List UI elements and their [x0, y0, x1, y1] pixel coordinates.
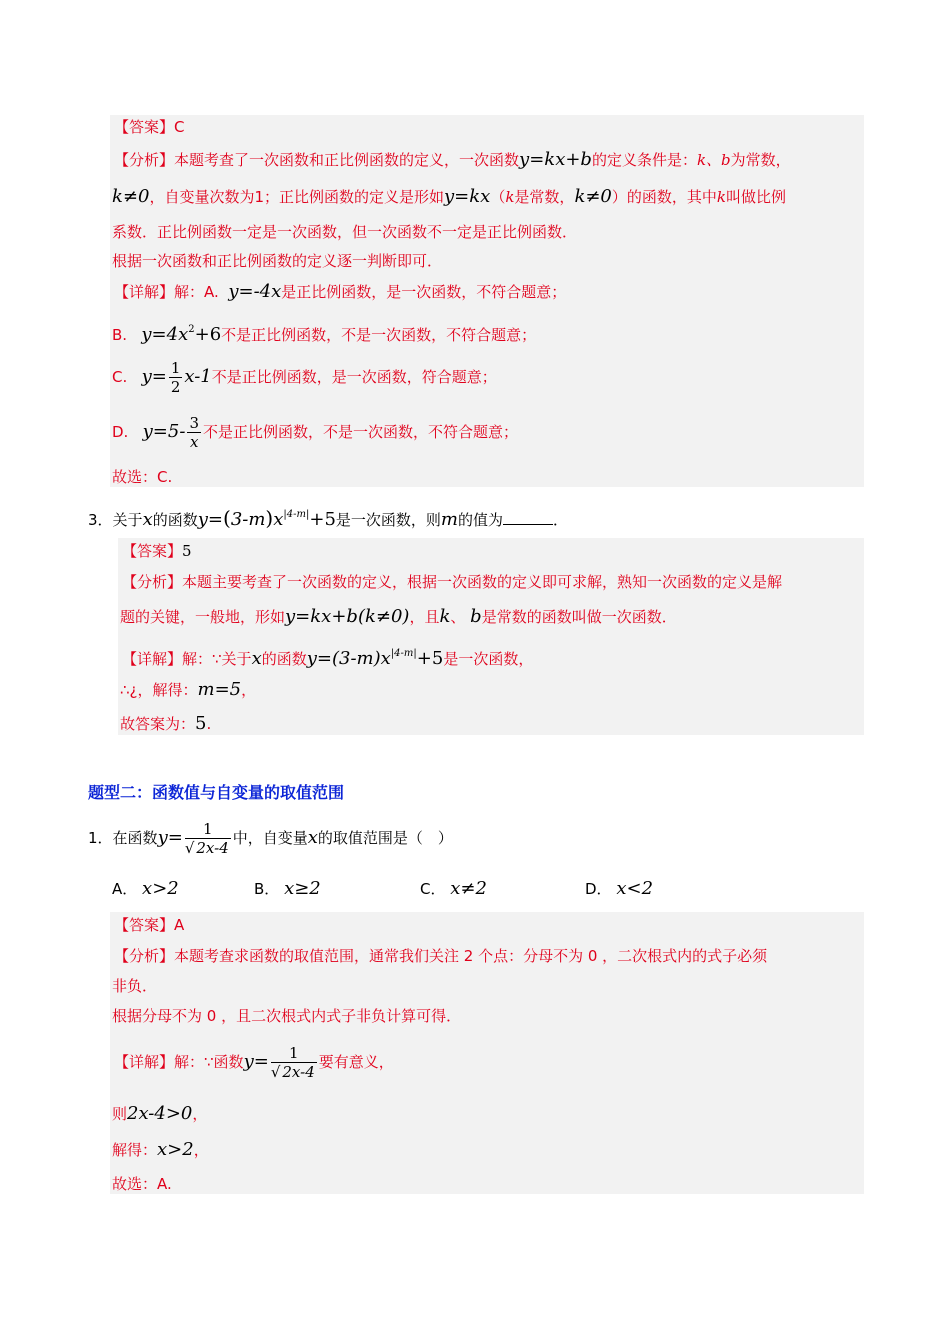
option-label: D. [112, 423, 129, 441]
detail-tag: 【详解】 [114, 283, 175, 301]
option-d[interactable] [585, 878, 653, 899]
detail-text: 解：∵函数 [174, 1053, 244, 1071]
detail-text: ， [241, 681, 257, 699]
question-text: 的取值范围是（ ） [317, 829, 453, 847]
detail-tag: 【详解】 [122, 650, 183, 668]
fraction [271, 1044, 317, 1081]
answer-line [114, 117, 185, 137]
fraction-denominator: x [189, 433, 199, 451]
option-label: B． [254, 880, 280, 898]
analysis-tag: 【分析】 [114, 947, 175, 965]
formula: y= [243, 1051, 269, 1072]
paren: ( [223, 506, 231, 530]
conclusion: 故选：C. [112, 468, 173, 486]
answer-line [122, 541, 192, 561]
option-label: D． [585, 880, 612, 898]
answer-tag: 【答案】 [114, 916, 175, 934]
question-text: 的函数 [152, 511, 198, 529]
detail-text: 的函数 [261, 650, 307, 668]
option-a[interactable] [112, 878, 179, 899]
answer-value: 5 [182, 542, 192, 560]
section-heading: 题型二：函数值与自变量的取值范围 [88, 783, 345, 802]
analysis-line-3: 根据分母不为 0 ，且二次根式内式子非负计算可得． [112, 1007, 462, 1025]
formula: y= [197, 509, 223, 530]
analysis-text: 、 [450, 608, 466, 626]
option-formula: x<2 [616, 878, 654, 899]
analysis-text: 是常数， [514, 188, 575, 206]
option-formula: x>2 [142, 878, 179, 899]
formula: 3-m [230, 509, 266, 530]
analysis-line-2 [120, 604, 677, 630]
formula: +5 [309, 509, 336, 530]
detail-text: ∴¿，解得： [120, 681, 198, 699]
formula: x-1 [184, 366, 212, 387]
formula: +5 [416, 648, 444, 669]
fraction-numerator: 1 [170, 359, 181, 377]
formula: k [716, 188, 726, 206]
formula: k≠0 [112, 186, 150, 207]
radicand: 2x-4 [282, 1063, 315, 1081]
radical-sign: √ [184, 839, 195, 857]
question-text: 是一次函数，则 [335, 511, 441, 529]
formula: 2x-4>0 [127, 1103, 193, 1124]
option-label: C. [112, 368, 128, 386]
question-text: 在函数 [112, 829, 158, 847]
option-formula: x≥2 [284, 878, 321, 899]
option-c[interactable] [420, 878, 487, 899]
radical-sign: √ [270, 1063, 281, 1081]
detail-line-c [112, 357, 497, 397]
option-formula: x≠2 [450, 878, 487, 899]
solution-block-3 [110, 912, 864, 1194]
analysis-text: （ [490, 188, 506, 206]
formula: b [470, 606, 482, 627]
question-3 [88, 503, 568, 532]
analysis-line-3: 系数．正比例函数一定是一次函数，但一次函数不一定是正比例函数． [112, 223, 578, 241]
detail-text: 要有意义， [318, 1053, 394, 1071]
formula: x [307, 827, 318, 848]
detail-line-d [112, 412, 518, 452]
analysis-text: ，且 [409, 608, 440, 626]
paren: ) [265, 506, 274, 530]
analysis-text: 的定义条件是： [591, 151, 697, 169]
answer-value: C [174, 118, 185, 136]
formula: k、b [696, 151, 731, 169]
formula: m=5 [197, 679, 242, 700]
answer-line [114, 915, 184, 935]
formula: x>2 [157, 1139, 194, 1160]
analysis-tag: 【分析】 [122, 573, 183, 591]
detail-text: 不是正比例函数，不是一次函数，不符合题意； [202, 423, 518, 441]
fraction-numerator: 1 [271, 1044, 317, 1063]
option-label: C． [420, 880, 446, 898]
detail-text: 是一次函数， [443, 650, 534, 668]
formula: 5 [195, 713, 207, 734]
formula: y=kx [444, 186, 491, 207]
detail-line-b [112, 320, 536, 345]
solution-block-2 [118, 538, 864, 735]
conclusion: 故选：A. [112, 1175, 172, 1193]
detail-text: 故答案为： [120, 715, 196, 733]
formula: k [439, 606, 451, 627]
formula: y= [157, 827, 183, 848]
formula: y= [141, 366, 167, 387]
option-label: B. [112, 326, 128, 344]
option-b[interactable] [254, 878, 321, 899]
analysis-text: 本题考查求函数的取值范围，通常我们关注 2 个点：分母不为 0 ，二次根式内的式子必须 [174, 947, 768, 965]
fraction-numerator: 3 [189, 414, 199, 432]
detail-text: 则 [112, 1105, 128, 1123]
detail-text: 是正比例函数，是一次函数，不符合题意； [281, 283, 567, 301]
detail-line-3 [112, 1140, 209, 1160]
question-text: ． [553, 511, 569, 529]
formula: x [251, 648, 262, 669]
analysis-line-1 [114, 946, 767, 966]
question-text: 的值为 [458, 511, 504, 529]
detail-text: 解得： [112, 1141, 158, 1159]
formula: k≠0 [574, 186, 612, 207]
question-number: 3． [88, 511, 113, 529]
fraction-denominator: 2 [170, 378, 181, 396]
detail-text: 解：A. [174, 283, 219, 301]
analysis-text: 是常数的函数叫做一次函数． [481, 608, 677, 626]
formula: y=kx+b [519, 149, 592, 170]
question-text: 中，自变量 [232, 829, 308, 847]
exponent: |4-m| [390, 648, 417, 659]
detail-line-a [114, 282, 566, 302]
detail-text: ， [193, 1141, 209, 1159]
detail-line-3 [120, 714, 211, 734]
answer-tag: 【答案】 [122, 542, 183, 560]
detail-text: 解：∵关于 [182, 650, 252, 668]
formula: y=4x [141, 324, 189, 345]
analysis-line-2: 非负． [112, 977, 158, 995]
option-label: A． [112, 880, 138, 898]
analysis-line-4: 根据一次函数和正比例函数的定义逐一判断即可． [112, 252, 443, 270]
analysis-text: 本题考查了一次函数和正比例函数的定义，一次函数 [174, 151, 520, 169]
analysis-line-1 [114, 150, 791, 170]
fraction [185, 820, 231, 857]
formula: k [505, 188, 515, 206]
formula: x [142, 509, 153, 530]
analysis-text: 为常数， [730, 151, 791, 169]
formula: +6 [194, 324, 222, 345]
formula: y=-4x [228, 281, 282, 302]
detail-text: . [206, 715, 212, 733]
analysis-text: ）的函数，其中 [611, 188, 717, 206]
detail-text: ， [192, 1105, 208, 1123]
analysis-text: ，自变量次数为1；正比例函数的定义是形如 [149, 188, 444, 206]
question-text: 关于 [112, 511, 143, 529]
detail-tag: 【详解】 [114, 1053, 175, 1071]
detail-line-1 [114, 1037, 394, 1087]
analysis-line-1 [122, 572, 782, 592]
detail-line-2 [120, 680, 256, 700]
analysis-text: 叫做比例 [726, 188, 787, 206]
formula: (k≠0) [357, 606, 410, 627]
formula: x [273, 509, 284, 530]
answer-blank [503, 510, 553, 525]
formula: y=kx+b [285, 606, 358, 627]
exponent: |4-m| [283, 509, 310, 520]
detail-line-1 [122, 641, 533, 672]
formula: y=(3-m)x [306, 648, 391, 669]
exponent: 2 [188, 324, 195, 335]
analysis-tag: 【分析】 [114, 151, 175, 169]
detail-text: 不是正比例函数，不是一次函数，不符合题意； [221, 326, 537, 344]
fraction-numerator: 1 [185, 820, 231, 839]
detail-text: 不是正比例函数，是一次函数，符合题意； [211, 368, 497, 386]
formula: y=5- [142, 421, 186, 442]
fraction [187, 414, 201, 451]
fraction [169, 359, 183, 396]
analysis-line-2 [112, 187, 786, 207]
analysis-text: 题的关键，一般地，形如 [120, 608, 286, 626]
answer-value: A [174, 916, 185, 934]
question-1 [88, 813, 453, 863]
radicand: 2x-4 [196, 839, 229, 857]
solution-block-1 [110, 115, 864, 487]
formula: m [440, 509, 458, 530]
answer-tag: 【答案】 [114, 118, 175, 136]
analysis-text: 本题主要考查了一次函数的定义，根据一次函数的定义即可求解，熟知一次函数的定义是解 [182, 573, 783, 591]
detail-line-2 [112, 1104, 207, 1124]
question-number: 1． [88, 829, 113, 847]
